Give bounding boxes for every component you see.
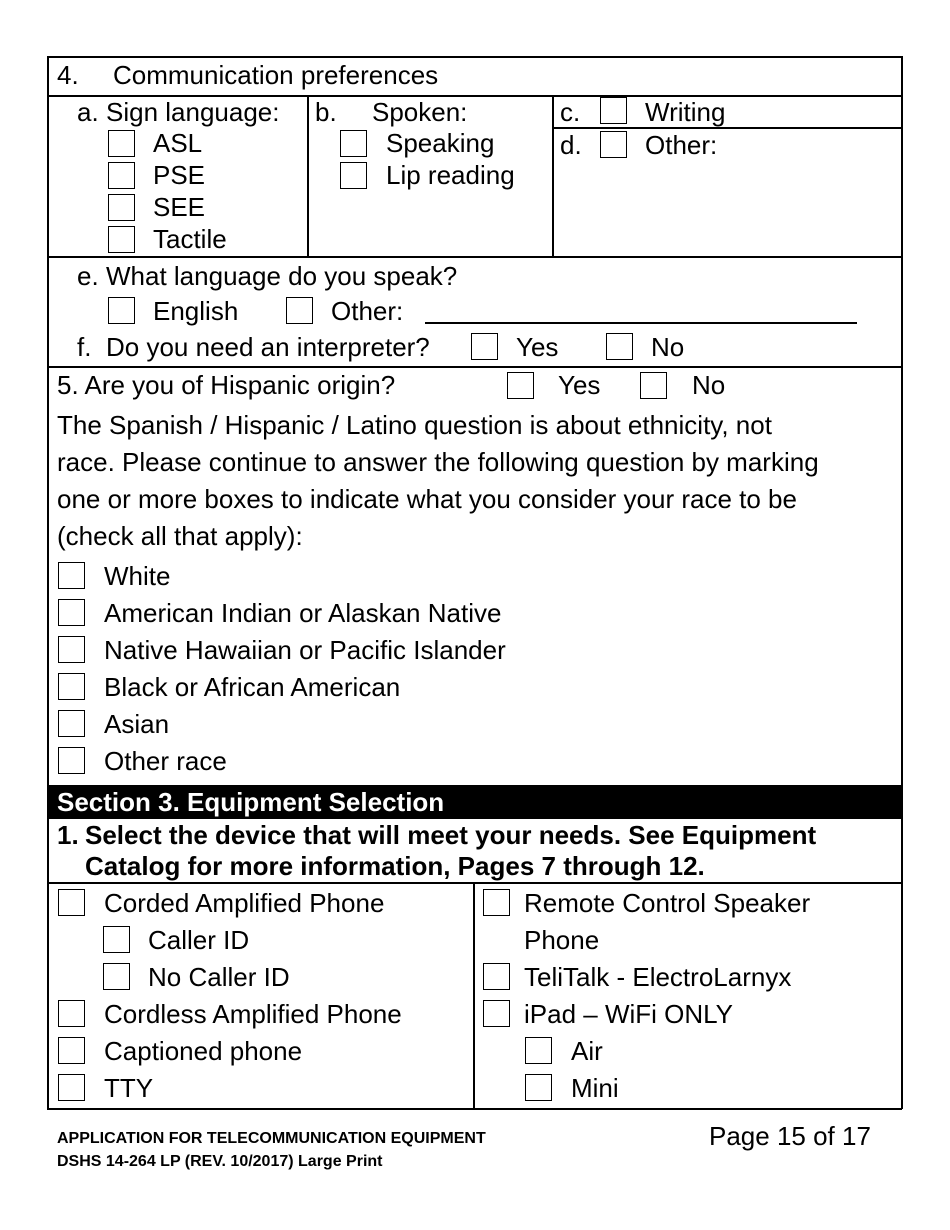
no-caller-id-checkbox[interactable]	[103, 963, 130, 990]
divider	[47, 366, 902, 368]
caller-id-label: Caller ID	[148, 925, 250, 955]
race-native-hawaiian-label: Native Hawaiian or Pacific Islander	[104, 635, 506, 665]
race-white-checkbox[interactable]	[58, 562, 85, 589]
corded-phone-checkbox[interactable]	[58, 889, 85, 916]
hispanic-no-label: No	[692, 370, 726, 400]
pse-checkbox[interactable]	[108, 162, 135, 189]
writing-checkbox[interactable]	[600, 97, 627, 124]
q4f-letter: f.	[77, 332, 92, 362]
q4c-letter: c.	[560, 97, 581, 127]
q4b-label: Spoken:	[372, 97, 468, 127]
other-comm-checkbox[interactable]	[600, 131, 627, 158]
remote-speaker-phone-label: Remote Control Speaker	[524, 888, 811, 918]
tty-label: TTY	[104, 1073, 154, 1103]
ipad-label: iPad – WiFi ONLY	[524, 999, 734, 1029]
q4e-question: What language do you speak?	[106, 261, 458, 291]
divider	[47, 256, 902, 258]
q4f-question: Do you need an interpreter?	[106, 332, 430, 362]
other-language-checkbox[interactable]	[286, 297, 313, 324]
divider	[552, 95, 554, 256]
q4-heading: Communication preferences	[113, 60, 439, 90]
divider	[47, 882, 902, 884]
hispanic-yes-checkbox[interactable]	[507, 372, 534, 399]
divider	[307, 95, 309, 256]
writing-label: Writing	[645, 97, 726, 127]
ipad-mini-checkbox[interactable]	[525, 1074, 552, 1101]
race-asian-checkbox[interactable]	[58, 710, 85, 737]
captioned-phone-label: Captioned phone	[104, 1036, 303, 1066]
speaking-checkbox[interactable]	[340, 130, 367, 157]
remote-speaker-phone-label: Phone	[524, 925, 600, 955]
form-right-border	[901, 56, 903, 1109]
section3-q1-text: Select the device that will meet your needs. See Equipment	[85, 820, 817, 850]
q4b-letter: b.	[315, 97, 337, 127]
no-caller-id-label: No Caller ID	[148, 962, 290, 992]
race-white-label: White	[104, 561, 171, 591]
race-native-hawaiian-checkbox[interactable]	[58, 636, 85, 663]
q4e-letter: e.	[77, 261, 99, 291]
form-left-border	[47, 56, 49, 1109]
footer-form-title: APPLICATION FOR TELECOMMUNICATION EQUIPMENT	[57, 1130, 486, 1147]
interpreter-no-label: No	[651, 332, 685, 362]
ipad-mini-label: Mini	[571, 1073, 619, 1103]
form-bottom-border	[47, 1108, 902, 1110]
speaking-label: Speaking	[386, 128, 495, 158]
form-top-border	[47, 56, 902, 58]
ipad-checkbox[interactable]	[483, 1000, 510, 1027]
lip-reading-label: Lip reading	[386, 160, 515, 190]
race-instructions: The Spanish / Hispanic / Latino question is about ethnicity, not	[57, 410, 772, 440]
divider	[552, 127, 901, 129]
other-language-label: Other:	[331, 296, 404, 326]
race-asian-label: Asian	[104, 709, 170, 739]
footer-form-number: DSHS 14-264 LP (REV. 10/2017) Large Print	[57, 1153, 383, 1170]
other-language-input[interactable]	[425, 322, 857, 324]
hispanic-no-checkbox[interactable]	[640, 372, 667, 399]
see-checkbox[interactable]	[108, 194, 135, 221]
telitalk-checkbox[interactable]	[483, 963, 510, 990]
hispanic-yes-label: Yes	[558, 370, 601, 400]
other-comm-label: Other:	[645, 130, 718, 160]
q4-number: 4.	[57, 60, 79, 90]
pse-label: PSE	[153, 160, 206, 190]
tactile-label: Tactile	[153, 224, 227, 254]
section3-title: Section 3. Equipment Selection	[57, 787, 445, 817]
q5-question: 5. Are you of Hispanic origin?	[57, 370, 396, 400]
lip-reading-checkbox[interactable]	[340, 162, 367, 189]
cordless-phone-checkbox[interactable]	[58, 1000, 85, 1027]
race-american-indian-checkbox[interactable]	[58, 599, 85, 626]
caller-id-checkbox[interactable]	[103, 926, 130, 953]
tactile-checkbox[interactable]	[108, 226, 135, 253]
race-other-label: Other race	[104, 746, 227, 776]
asl-label: ASL	[153, 128, 203, 158]
interpreter-yes-checkbox[interactable]	[471, 333, 498, 360]
english-checkbox[interactable]	[108, 297, 135, 324]
race-instructions: race. Please continue to answer the following question by marking	[57, 447, 819, 477]
q4a-label: Sign language:	[106, 97, 280, 127]
ipad-air-label: Air	[571, 1036, 603, 1066]
cordless-phone-label: Cordless Amplified Phone	[104, 999, 402, 1029]
race-black-label: Black or African American	[104, 672, 401, 702]
captioned-phone-checkbox[interactable]	[58, 1037, 85, 1064]
race-instructions: (check all that apply):	[57, 521, 303, 551]
asl-checkbox[interactable]	[108, 130, 135, 157]
remote-speaker-phone-checkbox[interactable]	[483, 889, 510, 916]
corded-phone-label: Corded Amplified Phone	[104, 888, 385, 918]
race-other-checkbox[interactable]	[58, 747, 85, 774]
interpreter-yes-label: Yes	[516, 332, 559, 362]
race-instructions: one or more boxes to indicate what you consider your race to be	[57, 484, 797, 514]
race-american-indian-label: American Indian or Alaskan Native	[104, 598, 502, 628]
race-black-checkbox[interactable]	[58, 673, 85, 700]
ipad-air-checkbox[interactable]	[525, 1037, 552, 1064]
see-label: SEE	[153, 192, 206, 222]
divider	[473, 882, 475, 1109]
section3-q1-text: Catalog for more information, Pages 7 through 12.	[85, 851, 705, 881]
q4d-letter: d.	[560, 130, 582, 160]
interpreter-no-checkbox[interactable]	[606, 333, 633, 360]
english-label: English	[153, 296, 239, 326]
q4a-letter: a.	[77, 97, 99, 127]
page-number: Page 15 of 17	[709, 1121, 871, 1151]
tty-checkbox[interactable]	[58, 1074, 85, 1101]
telitalk-label: TeliTalk - ElectroLarnyx	[524, 962, 792, 992]
section3-q1-number: 1.	[57, 820, 79, 850]
